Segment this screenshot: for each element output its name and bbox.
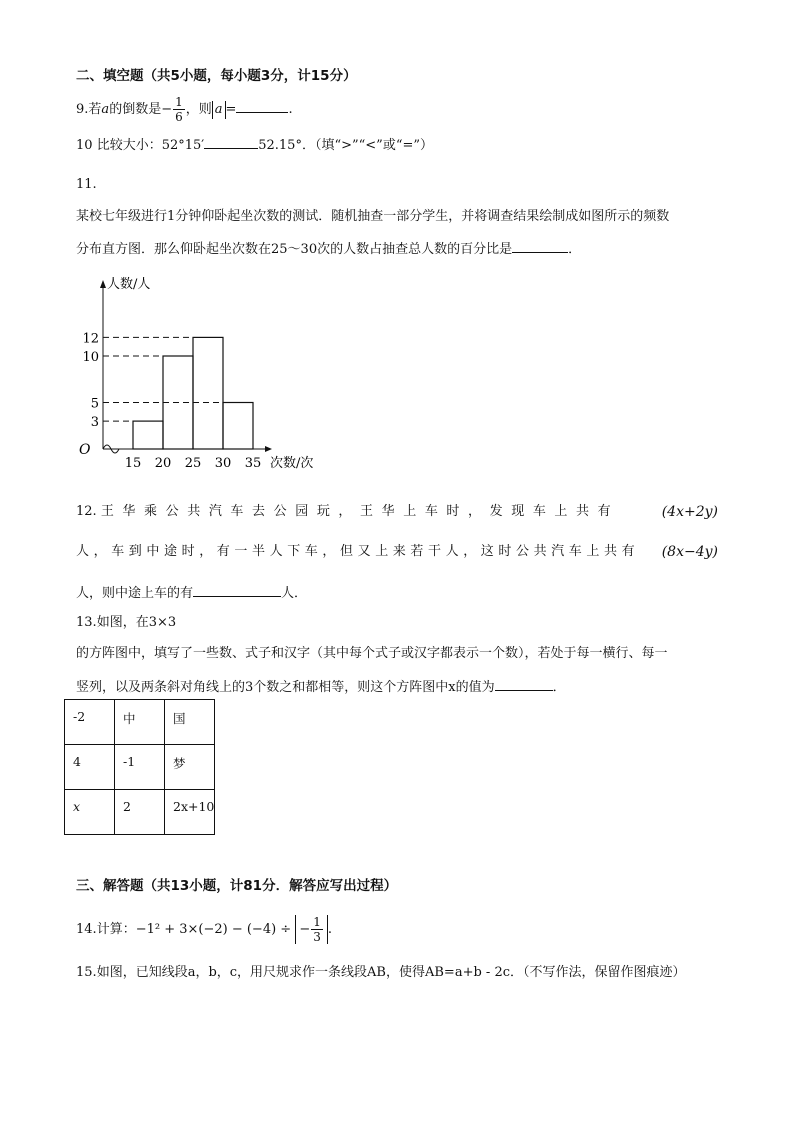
q12-expression-2: (8x−4y) [661, 544, 718, 560]
q14-minus: − [299, 922, 311, 937]
table-cell: -1 [115, 745, 165, 790]
q10-number: 10 [76, 138, 93, 153]
q11-line-2-text: 分布直方图．那么仰卧起坐次数在25～30次的人数占抽查总人数的百分比是 [76, 242, 513, 257]
histogram-bar [193, 337, 223, 449]
q12-line-1 [76, 503, 718, 521]
q9-text-3: ，则 [185, 102, 212, 117]
q14-number: 14. [76, 922, 97, 937]
table-cell: 4 [65, 745, 115, 790]
q11-answer-blank[interactable] [512, 238, 568, 253]
q12-answer-blank[interactable] [193, 582, 281, 597]
q12-line-3-text: 人，则中途上车的有 [76, 586, 194, 601]
y-tick-label: 12 [82, 331, 99, 347]
q11-number: 11. [76, 177, 97, 192]
histogram-bar [133, 421, 163, 449]
q9-frac-den: 6 [175, 110, 183, 124]
x-tick-label: 20 [154, 456, 172, 471]
table-cell: 中 [115, 700, 165, 745]
q15-text: 如图，已知线段a，b，c，用尺规求作一条线段AB，使得AB=a+b - 2c．（不写作法，保留作图痕迹） [96, 965, 686, 980]
q13-line-3 [76, 676, 566, 697]
q11-line-2-end: ． [568, 242, 582, 257]
q12-line-2 [76, 543, 718, 561]
q13-answer-blank[interactable] [495, 676, 553, 691]
q9-text-1: 若 [88, 102, 102, 117]
q9-fraction [173, 95, 185, 124]
x-tick-label: 35 [244, 456, 262, 471]
table-cell: 国 [165, 700, 215, 745]
x-tick-label: 25 [184, 456, 202, 471]
question-15 [76, 964, 686, 982]
q14-expression: −1² + 3×(−2) − (−4) ÷ [135, 922, 292, 937]
table-cell: x [65, 790, 115, 835]
q14-frac-num: 1 [313, 915, 321, 929]
q9-abs-a: a [212, 101, 226, 119]
histogram-bar [223, 403, 253, 450]
q11-line-2 [76, 238, 581, 259]
q9-minus: − [161, 102, 173, 117]
q10-text-1: 比较大小：52°15′ [96, 138, 205, 153]
x-axis-arrow-icon [265, 446, 272, 452]
x-tick-label: 15 [124, 456, 142, 471]
table-row [65, 745, 215, 790]
q13-line-2: 的方阵图中，填写了一些数、式子和汉字（其中每个式子或汉字都表示一个数），若处于每一横行、每一 [76, 646, 668, 661]
q14-label: 计算： [96, 922, 136, 937]
q9-end: . [288, 102, 293, 117]
q15-number: 15. [76, 965, 97, 980]
y-tick-label: 10 [82, 350, 99, 365]
q9-answer-blank[interactable] [236, 98, 288, 113]
x-axis-title: 次数/次 [270, 456, 314, 471]
q11-line-1: 某校七年级进行1分钟仰卧起坐次数的测试．随机抽查一部分学生，并将调查结果绘制成如图所示的频数 [76, 209, 670, 224]
y-axis-arrow-icon [100, 280, 106, 288]
q9-text-2: 的倒数是 [109, 102, 162, 117]
q12-expression-1: (4x+2y) [661, 504, 718, 520]
y-tick-label: 3 [90, 415, 99, 431]
q12-line-2-text: 人，车到中途时，有一半人下车，但又上来若干人，这时公共汽车上共有 [76, 544, 640, 559]
question-10 [76, 134, 433, 155]
y-axis-title: 人数/人 [107, 277, 151, 292]
table-row [65, 700, 215, 745]
section-2-heading: 二、填空题（共5小题，每小题3分，计15分） [76, 68, 357, 84]
question-14 [76, 915, 332, 944]
y-tick-label: 5 [90, 396, 99, 412]
q12-line-3-end: 人． [281, 586, 308, 601]
q13-line-1-text: 如图，在3×3 [96, 615, 177, 630]
q13-line-3-end: ． [552, 680, 566, 695]
q9-equals: = [225, 102, 237, 117]
q10-answer-blank[interactable] [204, 134, 258, 149]
q9-number: 9. [76, 102, 89, 117]
x-tick-label: 30 [214, 456, 232, 471]
q9-var: a [101, 102, 110, 117]
origin-label: O [79, 442, 91, 458]
q12-line-1-text: 王华乘公共汽车去公园玩，王华上车时，发现车上共有 [100, 504, 620, 519]
q13-line-1 [76, 614, 176, 632]
q14-frac-den: 3 [313, 930, 321, 944]
table-cell: -2 [65, 700, 115, 745]
table-cell: 梦 [165, 745, 215, 790]
q14-fraction [311, 915, 323, 944]
q13-line-3-text: 竖列，以及两条斜对角线上的3个数之和都相等，则这个方阵图中x的值为 [76, 680, 495, 695]
table-cell: 2x+10 [165, 790, 215, 835]
q14-end: . [327, 922, 333, 937]
question-9 [76, 95, 293, 124]
q13-number: 13. [76, 615, 97, 630]
q9-frac-num: 1 [175, 95, 183, 109]
q10-text-2: 52.15°．（填“>”“<”或“=”） [258, 138, 434, 153]
q12-line-3 [76, 582, 307, 603]
q12-number: 12. [76, 504, 97, 519]
magic-square-table [64, 699, 215, 835]
table-cell: 2 [115, 790, 165, 835]
table-row [65, 790, 215, 835]
section-3-heading: 三、解答题（共13小题，计81分．解答应写出过程） [76, 878, 398, 894]
q14-abs-value [295, 915, 328, 944]
histogram-chart [70, 268, 330, 480]
